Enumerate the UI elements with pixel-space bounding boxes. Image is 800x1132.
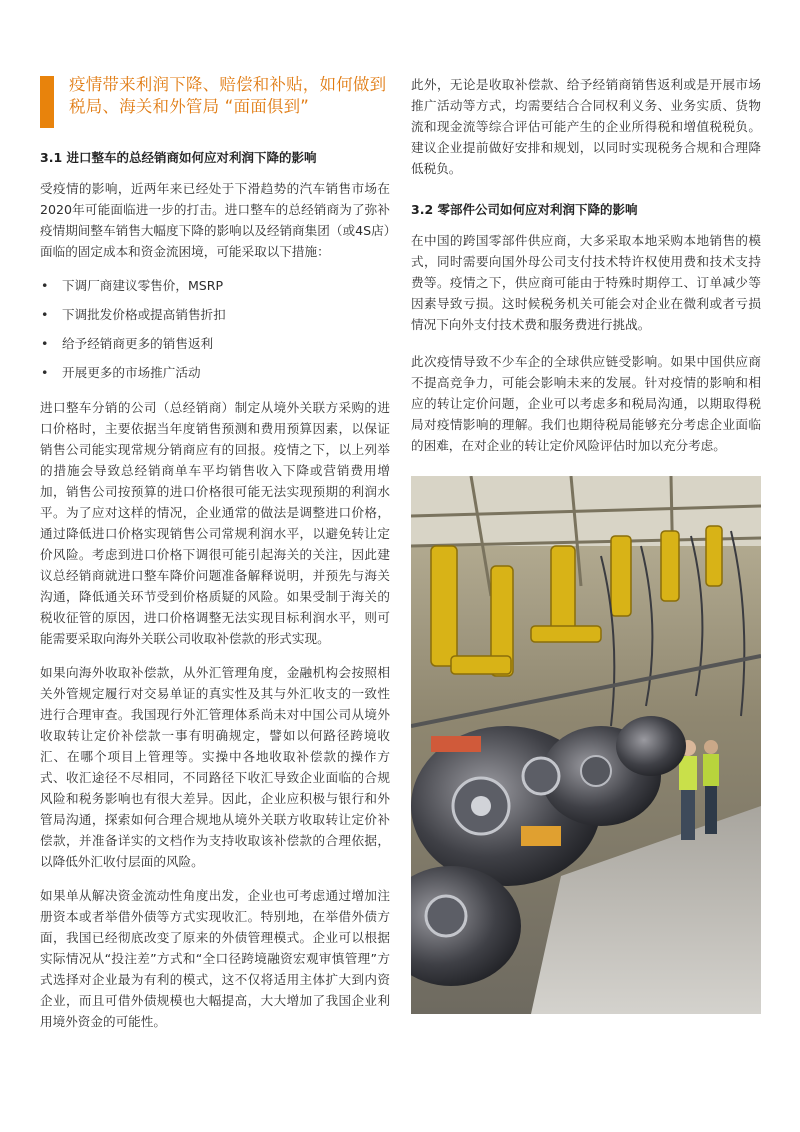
- body-paragraph: 如果向海外收取补偿款，从外汇管理角度，金融机构会按照相关外管规定履行对交易单证的真实性及其与外汇收支的一致性进行合理审查。我国现行外汇管理体系尚未对中国公司从境外收取转让定价补偿款一事有明确规定，譬如以何路径跨境收汇、在哪个项目上管理等。实操中各地收取补偿款的操作方式、收汇途径不尽相同，不同路径下收汇导致企业面临的合规风险和税务影响也有很大差异。因此，企业应积极与银行和外管局沟通，探索如何合理合规地从境外关联方收取转让定价补偿款，并准备详实的文档作为支持收取该补偿款的合理依据，以降低外汇收付层面的风险。: [40, 665, 390, 869]
- list-item: [40, 333, 390, 354]
- body-paragraph: 此次疫情导致不少车企的全球供应链受影响。如果中国供应商不提高竞争力，可能会影响未来的发展。针对疫情的影响和相应的转让定价问题，企业可以考虑多和税局沟通，以期取得税局对疫情影响的理解。我们也期待税局能够充分考虑企业面临的困难，在对企业的转让定价风险评估时加以充分考虑。: [411, 354, 761, 453]
- continuation-paragraph: 此外，无论是收取补偿款、给予经销商销售返利或是开展市场推广活动等方式，均需要结合合同权利义务、业务实质、货物流和现金流等综合评估可能产生的企业所得税和增值税税负。建议企业提前做好安排和规划，以同时实现税务合规和合理降低税负。: [411, 77, 761, 176]
- left-column: [40, 74, 390, 1045]
- body-paragraph: 在中国的跨国零部件供应商，大多采取本地采购本地销售的模式，同时需要向国外母公司支付技术特许权使用费和技术支持费等。疫情之下，供应商可能由于特殊时期停工、订单减少等因素导致亏损。这时候税务机关可能会对企业在微利或者亏损情况下向外支付技术费和服务费进行挑战。: [411, 233, 761, 332]
- list-item: [40, 304, 390, 325]
- right-column: [411, 74, 761, 1014]
- list-item: [40, 362, 390, 383]
- measures-list: [40, 275, 390, 383]
- heading-accent-bar: [40, 76, 54, 128]
- bullet-icon: •: [41, 336, 49, 351]
- section-heading-block: [40, 74, 390, 127]
- subsection-title-3-2: 3.2 零部件公司如何应对利润下降的影响: [411, 202, 638, 217]
- body-paragraph: 如果单从解决资金流动性角度出发，企业也可考虑通过增加注册资本或者举借外债等方式实现收汇。特别地，在举借外债方面，我国已经彻底改变了原来的外债管理模式。企业可以根据实际情况从“投注差”方式和“全口径跨境融资宏观审慎管理”方式选择对企业最为有利的模式，这不仅将适用主体扩大到内资企业，而且可借外债规模也大幅提高，大大增加了我国企业利用境外资金的可能性。: [40, 888, 390, 1029]
- body-paragraph: 进口整车分销的公司（总经销商）制定从境外关联方采购的进口价格时，主要依据当年度销售预测和费用预算因素，以保证销售公司能实现常规分销商应有的回报。疫情之下，以上列举的措施会导致总经销商单车平均销售收入下降或营销费用增加，销售公司按预算的进口价格很可能无法实现预期的利润水平。为了应对这样的情况，企业通常的做法是调整进口价格，通过降低进口价格实现销售公司常规利润水平，以避免转让定价风险。考虑到进口价格下调很可能引起海关的关注，因此建议总经销商就进口整车降价问题准备解释说明，并预先与海关沟通，降低通关环节受到价格质疑的风险。如果受制于海关的税收征管的原因，进口价格调整无法实现目标利润水平，则可能需要采取向海外关联公司收取补偿款的形式实现。: [40, 400, 390, 646]
- list-item-text: 下调厂商建议零售价，MSRP: [62, 278, 224, 293]
- intro-paragraph: 受疫情的影响，近两年来已经处于下滑趋势的汽车销售市场在2020年可能面临进一步的打击。进口整车的总经销商为了弥补疫情期间整车销售大幅度下降的影响以及经销商集团（或4S店）面临的固定成本和资金流困境，可能采取以下措施：: [40, 181, 390, 259]
- list-item-text: 下调批发价格或提高销售折扣: [62, 307, 226, 322]
- bullet-icon: •: [41, 278, 49, 293]
- factory-assembly-line-photo: [411, 476, 761, 1014]
- list-item: [40, 275, 390, 296]
- bullet-icon: •: [41, 365, 49, 380]
- list-item-text: 开展更多的市场推广活动: [62, 365, 201, 380]
- section-heading: 疫情带来利润下降、赔偿和补贴，如何做到税局、海关和外管局 “面面俱到”: [69, 75, 387, 116]
- list-item-text: 给予经销商更多的销售返利: [62, 336, 214, 351]
- engine-assembly-illustration: [411, 476, 761, 1014]
- bullet-icon: •: [41, 307, 49, 322]
- subsection-title-3-1: 3.1 进口整车的总经销商如何应对利润下降的影响: [40, 150, 317, 165]
